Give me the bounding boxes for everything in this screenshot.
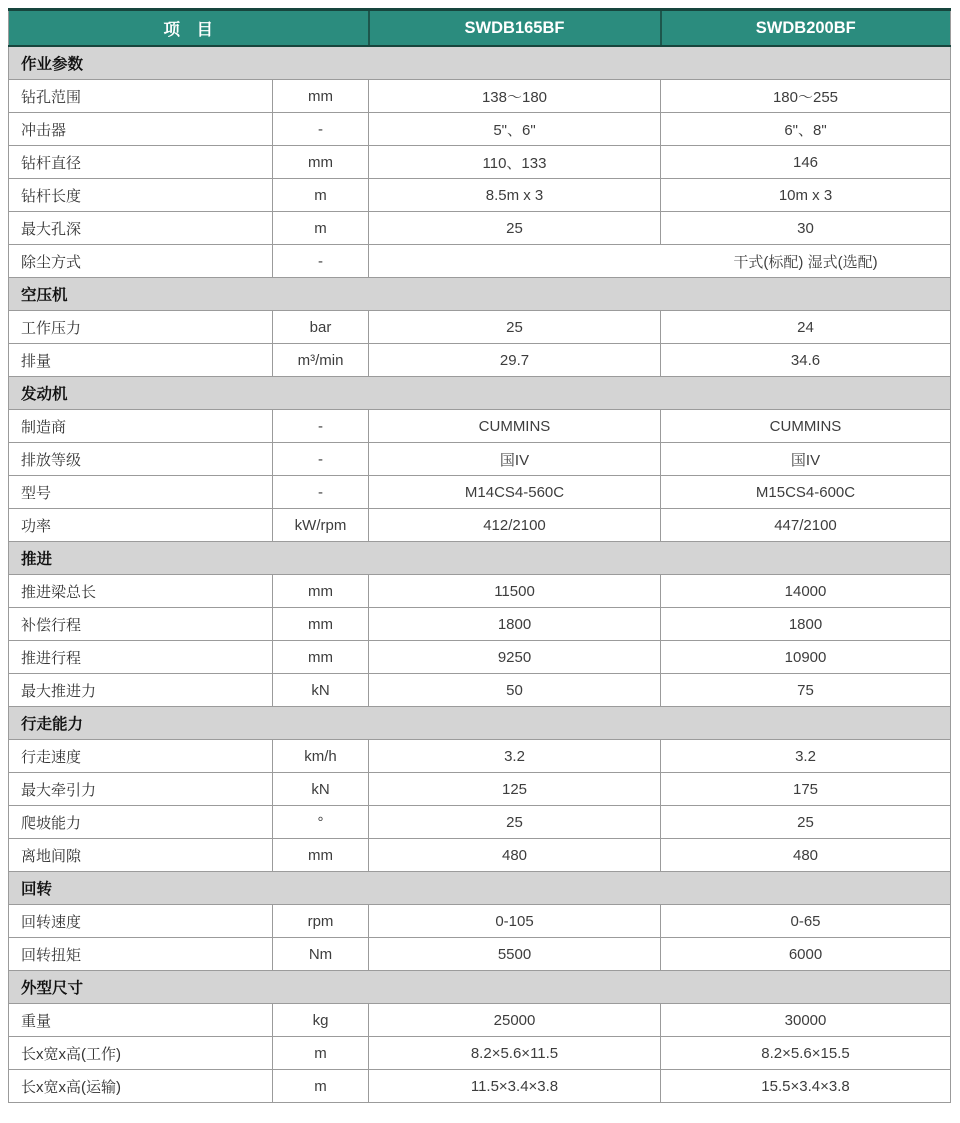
param-name-cell: 排放等级 <box>9 443 273 476</box>
unit-cell: bar <box>273 311 369 344</box>
section-row <box>9 278 951 311</box>
value-cell-swdb165bf: 110、133 <box>369 146 661 179</box>
unit-cell: - <box>273 410 369 443</box>
value-cell-swdb165bf: 25000 <box>369 1004 661 1037</box>
value-cell-swdb200bf: 34.6 <box>661 344 951 377</box>
table-row <box>9 311 951 344</box>
value-cell-swdb165bf: 125 <box>369 773 661 806</box>
unit-cell: kN <box>273 674 369 707</box>
section-row <box>9 46 951 80</box>
unit-cell: ° <box>273 806 369 839</box>
value-cell-swdb165bf: M14CS4-560C <box>369 476 661 509</box>
unit-cell: - <box>273 476 369 509</box>
value-cell-swdb200bf: 14000 <box>661 575 951 608</box>
unit-cell: - <box>273 245 369 278</box>
section-row <box>9 542 951 575</box>
value-cell-swdb165bf: 25 <box>369 806 661 839</box>
table-row <box>9 1070 951 1103</box>
unit-cell: - <box>273 113 369 146</box>
param-name-cell: 推进梁总长 <box>9 575 273 608</box>
table-row <box>9 80 951 113</box>
value-cell-swdb165bf: 1800 <box>369 608 661 641</box>
section-title: 作业参数 <box>9 46 951 80</box>
unit-cell: m <box>273 1037 369 1070</box>
table-row <box>9 443 951 476</box>
value-cell-swdb200bf: 10m x 3 <box>661 179 951 212</box>
param-name-cell: 钻杆长度 <box>9 179 273 212</box>
param-name-cell: 功率 <box>9 509 273 542</box>
value-cell-swdb165bf: 8.2×5.6×11.5 <box>369 1037 661 1070</box>
unit-cell: m³/min <box>273 344 369 377</box>
table-row <box>9 905 951 938</box>
value-cell-swdb165bf: CUMMINS <box>369 410 661 443</box>
header-model-swdb200bf: SWDB200BF <box>661 10 951 47</box>
section-row <box>9 707 951 740</box>
unit-cell: km/h <box>273 740 369 773</box>
value-cell-swdb200bf: 75 <box>661 674 951 707</box>
value-cell-swdb200bf: 1800 <box>661 608 951 641</box>
value-cell-swdb200bf: 15.5×3.4×3.8 <box>661 1070 951 1103</box>
table-row <box>9 146 951 179</box>
unit-cell: - <box>273 443 369 476</box>
param-name-cell: 重量 <box>9 1004 273 1037</box>
section-title: 回转 <box>9 872 951 905</box>
param-name-cell: 长x宽x高(工作) <box>9 1037 273 1070</box>
param-name-cell: 最大推进力 <box>9 674 273 707</box>
value-cell-swdb200bf: 175 <box>661 773 951 806</box>
table-header-row <box>9 10 951 47</box>
value-cell-swdb165bf: 25 <box>369 212 661 245</box>
value-cell-swdb165bf: 9250 <box>369 641 661 674</box>
value-cell-swdb165bf: 412/2100 <box>369 509 661 542</box>
value-cell-swdb200bf: 30 <box>661 212 951 245</box>
table-row <box>9 245 951 278</box>
table-row <box>9 938 951 971</box>
section-title: 空压机 <box>9 278 951 311</box>
param-name-cell: 离地间隙 <box>9 839 273 872</box>
value-cell-swdb200bf: M15CS4-600C <box>661 476 951 509</box>
merged-value-cell: 干式(标配) 湿式(选配) <box>369 245 951 278</box>
value-cell-swdb165bf: 国IV <box>369 443 661 476</box>
table-row <box>9 608 951 641</box>
unit-cell: mm <box>273 146 369 179</box>
unit-cell: mm <box>273 839 369 872</box>
section-row <box>9 377 951 410</box>
value-cell-swdb165bf: 480 <box>369 839 661 872</box>
value-cell-swdb165bf: 29.7 <box>369 344 661 377</box>
param-name-cell: 补偿行程 <box>9 608 273 641</box>
unit-cell: m <box>273 212 369 245</box>
value-cell-swdb165bf: 11500 <box>369 575 661 608</box>
param-name-cell: 最大牵引力 <box>9 773 273 806</box>
header-model-swdb165bf: SWDB165BF <box>369 10 661 47</box>
value-cell-swdb200bf: 30000 <box>661 1004 951 1037</box>
section-row <box>9 872 951 905</box>
value-cell-swdb165bf: 0-105 <box>369 905 661 938</box>
param-name-cell: 长x宽x高(运输) <box>9 1070 273 1103</box>
table-row <box>9 740 951 773</box>
unit-cell: mm <box>273 608 369 641</box>
unit-cell: m <box>273 1070 369 1103</box>
unit-cell: mm <box>273 80 369 113</box>
table-row <box>9 674 951 707</box>
table-row <box>9 1004 951 1037</box>
table-row <box>9 806 951 839</box>
value-cell-swdb200bf: 3.2 <box>661 740 951 773</box>
table-row <box>9 641 951 674</box>
section-title: 行走能力 <box>9 707 951 740</box>
value-cell-swdb200bf: 6000 <box>661 938 951 971</box>
table-row <box>9 113 951 146</box>
param-name-cell: 制造商 <box>9 410 273 443</box>
value-cell-swdb165bf: 11.5×3.4×3.8 <box>369 1070 661 1103</box>
param-name-cell: 钻孔范围 <box>9 80 273 113</box>
unit-cell: mm <box>273 641 369 674</box>
value-cell-swdb165bf: 5500 <box>369 938 661 971</box>
param-name-cell: 钻杆直径 <box>9 146 273 179</box>
value-cell-swdb200bf: 8.2×5.6×15.5 <box>661 1037 951 1070</box>
value-cell-swdb200bf: 447/2100 <box>661 509 951 542</box>
table-row <box>9 212 951 245</box>
param-name-cell: 回转扭矩 <box>9 938 273 971</box>
spec-table <box>8 8 951 1103</box>
unit-cell: kN <box>273 773 369 806</box>
section-row <box>9 971 951 1004</box>
table-row <box>9 839 951 872</box>
value-cell-swdb165bf: 138～180 <box>369 80 661 113</box>
param-name-cell: 冲击器 <box>9 113 273 146</box>
table-row <box>9 179 951 212</box>
value-cell-swdb200bf: CUMMINS <box>661 410 951 443</box>
table-row <box>9 410 951 443</box>
section-title: 外型尺寸 <box>9 971 951 1004</box>
section-title: 推进 <box>9 542 951 575</box>
param-name-cell: 行走速度 <box>9 740 273 773</box>
table-row <box>9 509 951 542</box>
unit-cell: Nm <box>273 938 369 971</box>
value-cell-swdb165bf: 5"、6" <box>369 113 661 146</box>
spec-table-body <box>9 46 951 1103</box>
table-row <box>9 476 951 509</box>
param-name-cell: 除尘方式 <box>9 245 273 278</box>
unit-cell: rpm <box>273 905 369 938</box>
value-cell-swdb200bf: 10900 <box>661 641 951 674</box>
param-name-cell: 最大孔深 <box>9 212 273 245</box>
param-name-cell: 型号 <box>9 476 273 509</box>
table-row <box>9 575 951 608</box>
value-cell-swdb200bf: 146 <box>661 146 951 179</box>
value-cell-swdb200bf: 480 <box>661 839 951 872</box>
unit-cell: m <box>273 179 369 212</box>
value-cell-swdb200bf: 180～255 <box>661 80 951 113</box>
header-item-label: 项 目 <box>9 10 369 47</box>
value-cell-swdb200bf: 25 <box>661 806 951 839</box>
table-row <box>9 344 951 377</box>
param-name-cell: 排量 <box>9 344 273 377</box>
param-name-cell: 推进行程 <box>9 641 273 674</box>
value-cell-swdb165bf: 3.2 <box>369 740 661 773</box>
value-cell-swdb200bf: 24 <box>661 311 951 344</box>
value-cell-swdb200bf: 0-65 <box>661 905 951 938</box>
unit-cell: kg <box>273 1004 369 1037</box>
value-cell-swdb200bf: 国IV <box>661 443 951 476</box>
section-title: 发动机 <box>9 377 951 410</box>
value-cell-swdb165bf: 50 <box>369 674 661 707</box>
unit-cell: kW/rpm <box>273 509 369 542</box>
param-name-cell: 回转速度 <box>9 905 273 938</box>
value-cell-swdb165bf: 25 <box>369 311 661 344</box>
unit-cell: mm <box>273 575 369 608</box>
table-row <box>9 773 951 806</box>
table-row <box>9 1037 951 1070</box>
param-name-cell: 工作压力 <box>9 311 273 344</box>
value-cell-swdb200bf: 6"、8" <box>661 113 951 146</box>
param-name-cell: 爬坡能力 <box>9 806 273 839</box>
value-cell-swdb165bf: 8.5m x 3 <box>369 179 661 212</box>
